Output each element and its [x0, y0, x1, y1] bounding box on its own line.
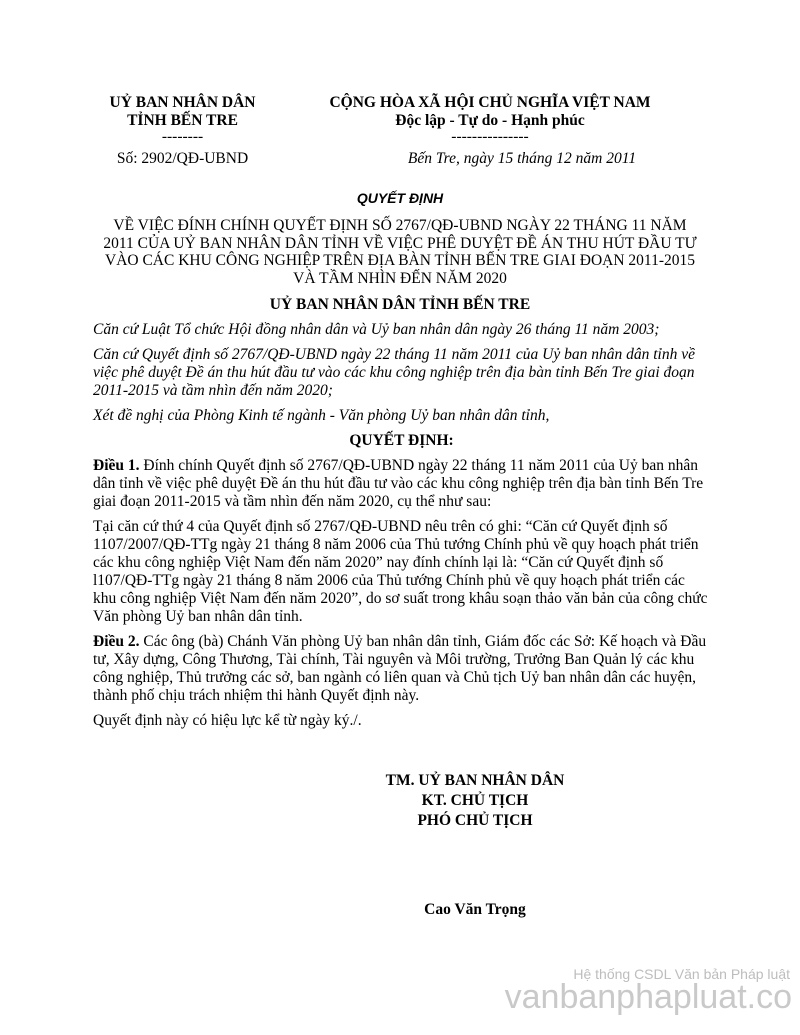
document-subject: [88, 217, 712, 287]
legal-basis-2: Căn cứ Quyết định số 2767/QĐ-UBND ngày 22 tháng 11 năm 2011 của Uỷ ban nhân dân tỉnh về việc phê duyệt Đề án thu hút đầu tư vào các khu công nghiệp trên địa bàn tỉnh Bến Tre giai đoạn 2011-2015 và tầm nhìn đến năm 2020;: [93, 346, 695, 399]
signature-line3: PHÓ CHỦ TỊCH: [417, 812, 533, 829]
document-date: Bến Tre, ngày 15 tháng 12 năm 2011: [407, 150, 637, 167]
article-2-text: Các ông (bà) Chánh Văn phòng Uỷ ban nhân dân tỉnh, Giám đốc các Sở: Kế hoạch và Đầu tư, Xây dựng, Công Thương, Tài chính, Tài nguyên và Môi trường, Trưởng Ban Quản lý các khu công nghiệp, Thủ trưởng các sở, ban ngành có liên quan và Chủ tịch Uỷ ban nhân dân các huyện, thành phố chịu trách nhiệm thi hành Quyết định này.: [93, 633, 707, 704]
country-name: CỘNG HÒA XÃ HỘI CHỦ NGHĨA VIỆT NAM: [329, 94, 651, 111]
article-1: [93, 457, 710, 511]
signature-block: [345, 771, 605, 831]
article-1-detail: Tại căn cứ thứ 4 của Quyết định số 2767/QĐ-UBND nêu trên có ghi: “Căn cứ Quyết định số 1107/2007/QĐ-TTg ngày 21 tháng 8 năm 2006 của Thủ tướng Chính phủ về quy hoạch phát triển các khu công nghiệp Việt Nam đến năm 2020” nay đính chính lại là: “Căn cứ Quyết định số l107/QĐ-TTg ngày 21 tháng 8 năm 2006 của Thủ tướng Chính phủ về quy hoạch phát triển các khu công nghiệp Việt Nam đến năm 2020”, do sơ suất trong khâu soạn thảo văn bản của công chức Văn phòng Uỷ ban nhân dân tỉnh.: [93, 518, 708, 625]
signature-line2: KT. CHỦ TỊCH: [421, 792, 529, 809]
issuer-heading: UỶ BAN NHÂN DÂN TỈNH BẾN TRE: [269, 296, 531, 313]
signature-line1: TM. UỶ BAN NHÂN DÂN: [385, 772, 565, 789]
motto: Độc lập - Tự do - Hạnh phúc: [395, 112, 585, 129]
agency-divider: --------: [161, 128, 204, 145]
article-2-label: Điều 2.: [93, 633, 140, 650]
legal-basis-3: Xét đề nghị của Phòng Kinh tế ngành - Văn phòng Uỷ ban nhân dân tỉnh,: [93, 407, 550, 424]
agency-name-line2: TỈNH BẾN TRE: [127, 112, 238, 129]
document-number: Số: 2902/QĐ-UBND: [116, 150, 249, 167]
subject-line: VÀO CÁC KHU CÔNG NGHIỆP TRÊN ĐỊA BÀN TỈNH BẾN TRE GIAI ĐOẠN 2011-2015: [105, 252, 695, 269]
motto-divider: ---------------: [451, 128, 529, 145]
decision-heading: QUYẾT ĐỊNH:: [349, 432, 454, 449]
watermark-caption: Hệ thống CSDL Văn bản Pháp luật: [573, 966, 790, 982]
subject-line: VỀ VIỆC ĐÍNH CHÍNH QUYẾT ĐỊNH SỐ 2767/QĐ-UBND NGÀY 22 THÁNG 11 NĂM: [113, 217, 687, 234]
watermark-site: vanbanphapluat.co: [504, 978, 792, 1016]
issuing-agency-block: [100, 94, 265, 146]
subject-line: VÀ TẦM NHÌN ĐẾN NĂM 2020: [293, 269, 507, 287]
effect-clause: Quyết định này có hiệu lực kể từ ngày ký./.: [93, 712, 362, 729]
article-2: [93, 633, 710, 705]
legal-basis-1: Căn cứ Luật Tổ chức Hội đồng nhân dân và Uỷ ban nhân dân ngày 26 tháng 11 năm 2003;: [93, 321, 660, 338]
agency-name-line1: UỶ BAN NHÂN DÂN: [109, 94, 256, 111]
document-title: QUYẾT ĐỊNH: [356, 190, 444, 206]
article-1-label: Điều 1.: [93, 457, 140, 474]
national-motto-block: [290, 94, 690, 146]
signer-name: Cao Văn Trọng: [424, 901, 526, 918]
subject-line: 2011 CỦA UỶ BAN NHÂN DÂN TỈNH VỀ VIỆC PHÊ DUYỆT ĐỀ ÁN THU HÚT ĐẦU TƯ: [103, 234, 697, 252]
document-body: [93, 321, 710, 737]
article-1-text: Đính chính Quyết định số 2767/QĐ-UBND ngày 22 tháng 11 năm 2011 của Uỷ ban nhân dân tỉnh về việc phê duyệt Đề án thu hút đầu tư vào các khu công nghiệp trên địa bàn tỉnh Bến Tre giai đoạn 2011-2015 và tầm nhìn đến năm 2020, cụ thể như sau:: [93, 457, 704, 510]
